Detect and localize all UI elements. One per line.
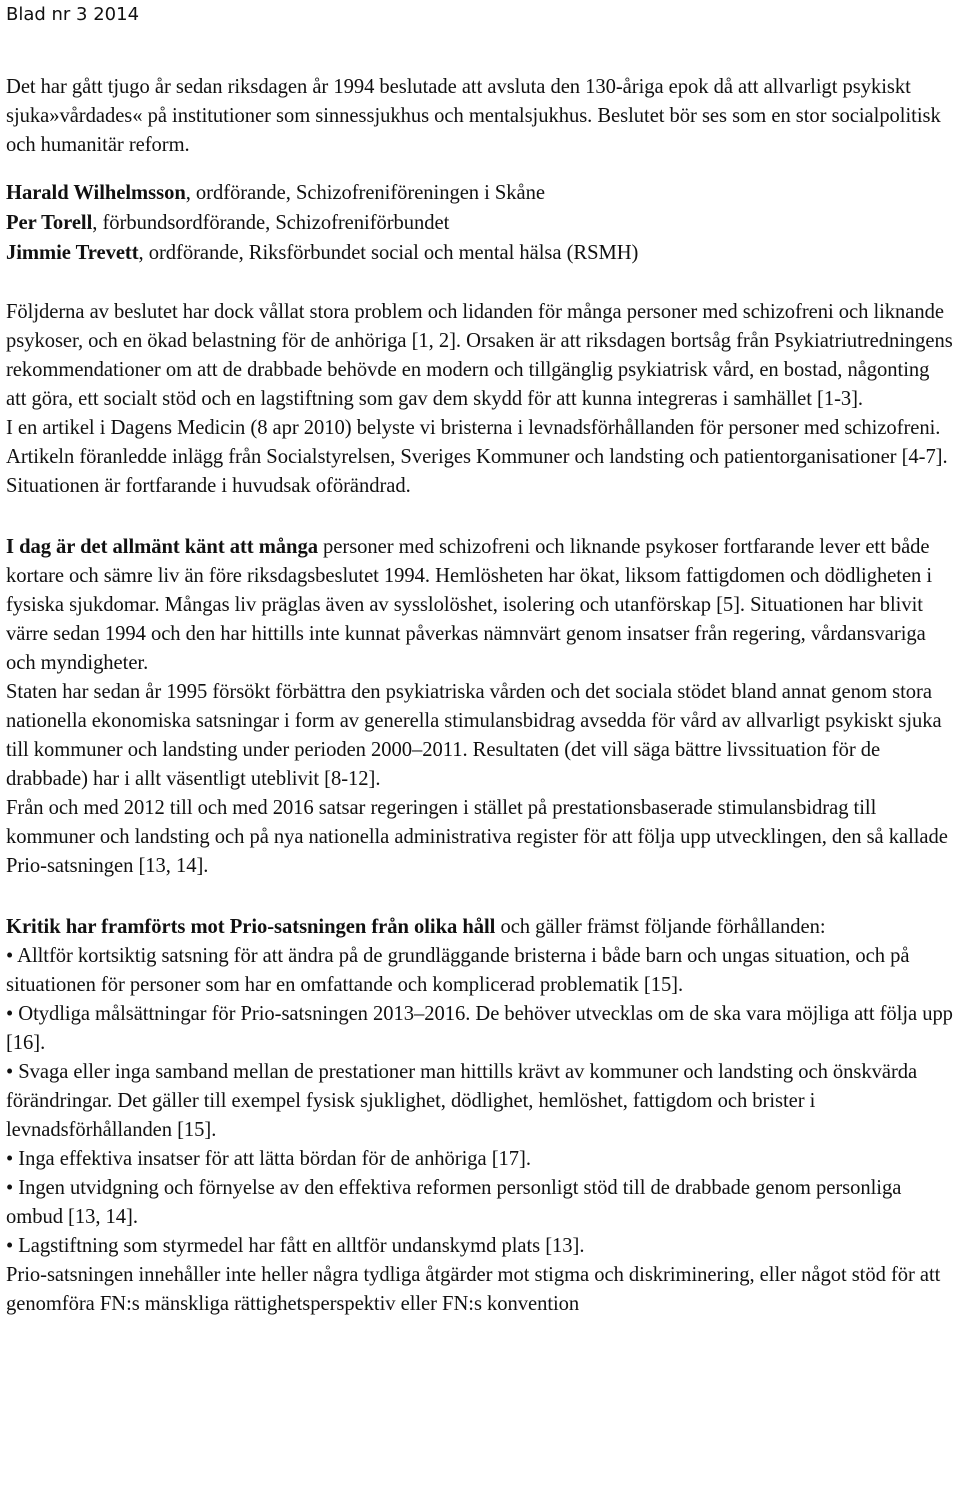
body-paragraph: Prio-satsningen innehåller inte heller några tydliga åtgärder mot stigma och diskriminering, eller något stöd för att genomföra FN:s mänskliga rättighetsperspektiv eller FN:s konvention [6, 1264, 941, 1315]
body-paragraph: Följderna av beslutet har dock vållat stora problem och lidanden för många personer med schizofreni och liknande psykoser, och en ökad belastning för de anhöriga [1, 2]. Orsaken är att riksdagen bortsåg från Psykiatriutredningens rekommendationer om att de drabbade behövde en modern och tillgänglig psykiatrisk vård, en bostad, någonting att göra, ett socialt stöd och en lagstiftning som gav dem skydd för att kunna integreras i samhället [1-3]. [6, 301, 953, 410]
author-role: , ordförande, Riksförbundet social och mental hälsa (RSMH) [138, 242, 639, 264]
body-paragraph: Från och med 2012 till och med 2016 satsar regeringen i stället på prestationsbaserade stimulansbidrag till kommuner och landsting och på nya nationella administrativa register för att följa upp utvecklingen, den så kallade Prio-satsningen [13, 14]. [6, 797, 948, 877]
paragraph-lead: I dag är det allmänt känt att många [6, 536, 318, 558]
bullet-item: • Svaga eller inga samband mellan de prestationer man hittills krävt av kommuner och landsting och önskvärda förändringar. Det gäller till exempel fysisk sjuklighet, dödlighet, hemlöshet, fattigdom och brister i levnadsförhållanden [15]. [6, 1061, 918, 1141]
body-paragraph [6, 913, 954, 942]
bullet-item: • Lagstiftning som styrmedel har fått en alltför undanskymd plats [13]. [6, 1235, 585, 1257]
author-name: Harald Wilhelmsson [6, 182, 186, 204]
issue-label: Blad nr 3 2014 [6, 4, 140, 25]
paragraph-text: personer med schizofreni och liknande psykoser fortfarande lever ett både kortare och sämre liv än före riksdagsbeslutet 1994. Hemlösheten har ökat, liksom fattigdomen och dödligheten i fysiska sjukdomar. Mångas liv präglas även av sysslolöshet, isolering och utanförskap [5]. Situationen har blivit värre sedan 1994 och den har hittills inte kunnat påverkas nämnvärt genom insatser från regering, vårdansvariga och myndigheter. [6, 536, 933, 674]
page-header [6, 0, 954, 53]
author-list [6, 178, 954, 268]
paragraph-text: och gäller främst följande förhållanden: [495, 916, 826, 938]
bullet-item: • Ingen utvidgning och förnyelse av den effektiva reformen personligt stöd till de drabbade genom personliga ombud [13, 14]. [6, 1177, 902, 1228]
bullet-item: • Inga effektiva insatser för att lätta bördan för de anhöriga [17]. [6, 1148, 531, 1170]
author-role: , förbundsordförande, Schizofreniförbundet [92, 212, 450, 234]
paragraph-lead: Kritik har framförts mot Prio-satsningen från olika håll [6, 916, 496, 938]
author-name: Per Torell [6, 212, 93, 234]
author-line [6, 238, 954, 268]
bullet-item: • Otydliga målsättningar för Prio-satsningen 2013–2016. De behöver utvecklas om de ska vara möjliga att följa upp [16]. [6, 1003, 953, 1054]
author-role: , ordförande, Schizofreniföreningen i Skåne [185, 182, 545, 204]
body-paragraph: Staten har sedan år 1995 försökt förbättra den psykiatriska vården och det sociala stödet bland annat genom stora nationella ekonomiska satsningar i form av generella stimulansbidrag avsedda för vård av allvarligt psykiskt sjuka till kommuner och landsting under perioden 2000–2011. Resultaten (det vill säga bättre livssituation för de drabbade) har i allt väsentligt uteblivit [8-12]. [6, 681, 942, 790]
author-line [6, 208, 954, 238]
body-paragraph: I en artikel i Dagens Medicin (8 apr 2010) belyste vi bristerna i levnadsförhållanden för personer med schizofreni. Artikeln föranledde inlägg från Socialstyrelsen, Sveriges Kommuner och landsting och patientorganisationer [4-7]. Situationen är fortfarande i huvudsak oförändrad. [6, 417, 948, 497]
author-name: Jimmie Trevett [6, 242, 139, 264]
intro-paragraph: Det har gått tjugo år sedan riksdagen år 1994 beslutade att avsluta den 130-åriga epok då att allvarligt psykiskt sjuka»vårdades« på institutioner som sinnessjukhus och mentalsjukhus. Beslutet bör ses som en stor socialpolitisk och humanitär reform. [6, 76, 941, 156]
author-line [6, 178, 954, 208]
body-paragraph [6, 533, 954, 678]
bullet-item: • Alltför kortsiktig satsning för att ändra på de grundläggande bristerna i både barn och ungas situation, och på situationen för personer som har en omfattande och komplicerad problematik [15]. [6, 945, 910, 996]
